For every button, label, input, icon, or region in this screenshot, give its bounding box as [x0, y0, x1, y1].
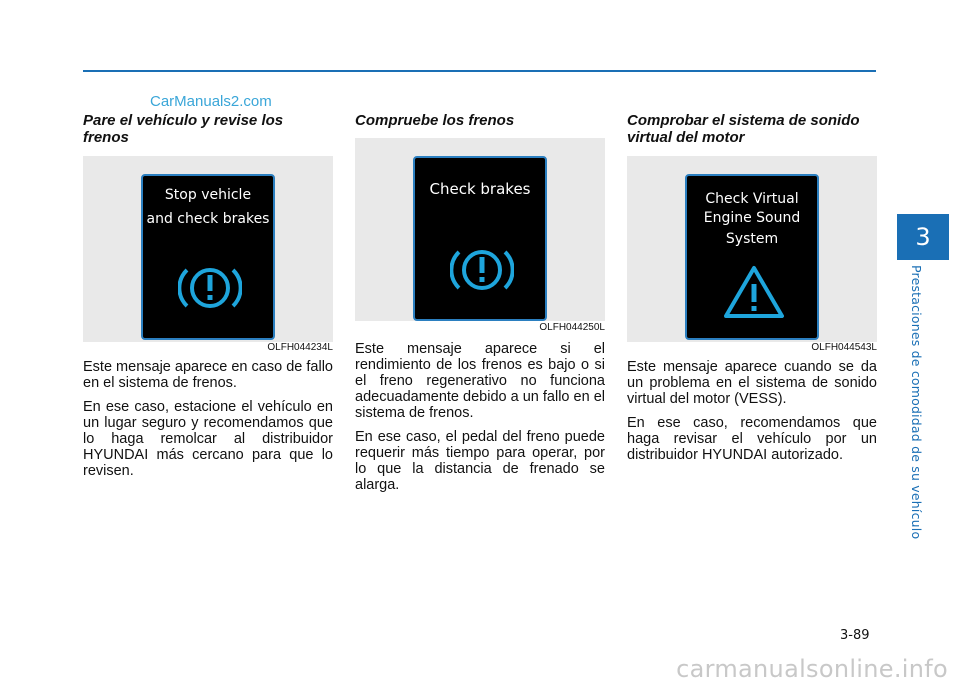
- figure-stop-vehicle: [83, 156, 333, 353]
- screen-line: System: [725, 231, 779, 247]
- chapter-tab: 3: [897, 214, 949, 260]
- section-vess: [627, 112, 877, 146]
- screen-line: Stop vehicle: [164, 187, 252, 203]
- figure-code: OLFH044543L: [811, 342, 877, 353]
- screen-line: Engine Sound: [703, 210, 801, 226]
- watermark-top[interactable]: CarManuals2.com: [150, 93, 272, 110]
- brake-warning-icon: [450, 244, 514, 296]
- chapter-title: Prestaciones de comodidad de su vehículo: [909, 265, 924, 540]
- cluster-screen: [685, 174, 819, 340]
- section-body: [355, 341, 605, 501]
- figure-check-brakes: [355, 138, 605, 333]
- screen-line: Check brakes: [429, 180, 531, 198]
- watermark-bottom[interactable]: carmanualsonline.info: [676, 655, 948, 683]
- top-rule: [83, 70, 876, 72]
- paragraph: Este mensaje aparece en caso de fallo en el sistema de frenos.: [83, 359, 333, 391]
- chapter-side-label: [909, 265, 926, 540]
- page-number: 3-89: [840, 628, 870, 643]
- brake-warning-icon: [178, 262, 242, 314]
- section-body: [627, 359, 877, 471]
- warning-triangle-icon: [722, 264, 786, 320]
- figure-vess: [627, 156, 877, 353]
- section-heading: Compruebe los frenos: [355, 112, 515, 129]
- paragraph: En ese caso, el pedal del freno puede requerir más tiempo para operar, por lo que la distancia de frenado se alarga.: [355, 429, 605, 493]
- figure-code: OLFH044234L: [267, 342, 333, 353]
- cluster-screen: [413, 156, 547, 321]
- figure-code: OLFH044250L: [539, 322, 605, 333]
- paragraph: En ese caso, recomendamos que haga revisar el vehículo por un distribuidor HYUNDAI autorizado.: [627, 415, 877, 463]
- paragraph: En ese caso, estacione el vehículo en un lugar seguro y recomendamos que lo haga remolcar al distribuidor HYUNDAI más cercano para que lo revisen.: [83, 399, 333, 479]
- screen-line: Check Virtual: [705, 191, 799, 207]
- cluster-screen: [141, 174, 275, 340]
- section-heading: Pare el vehículo y revise los frenos: [83, 112, 284, 146]
- paragraph: Este mensaje aparece cuando se da un problema en el sistema de sonido virtual del motor (VESS).: [627, 359, 877, 407]
- paragraph: Este mensaje aparece si el rendimiento de los frenos es bajo o si el freno regenerativo no funciona adecuadamente debido a un fallo en el sistema de frenos.: [355, 341, 605, 421]
- screen-line: and check brakes: [146, 211, 270, 227]
- section-check-brakes: [355, 112, 605, 129]
- section-body: [83, 359, 333, 487]
- section-stop-vehicle: [83, 112, 333, 146]
- section-heading: Comprobar el sistema de sonido virtual del motor: [627, 112, 860, 146]
